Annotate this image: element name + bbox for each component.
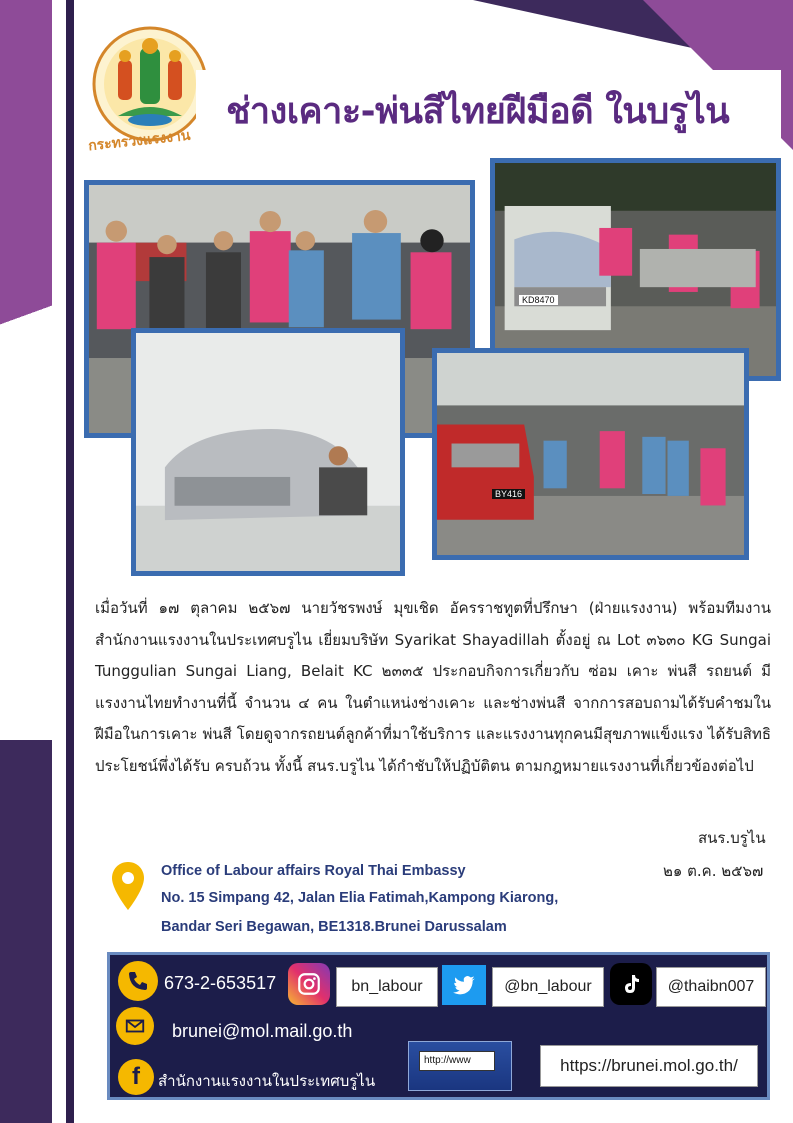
location-pin-icon [110,860,146,912]
workshop-truck-photo [432,348,749,560]
license-plate: KD8470 [519,295,558,305]
phone-icon [118,961,158,1001]
facebook-icon: f [118,1059,154,1095]
tiktok-handle[interactable]: @thaibn007 [656,967,766,1007]
left-vertical-stripe [66,0,74,1123]
contact-box [107,952,770,1100]
www-badge-text: http://www [419,1051,495,1071]
article-body: เมื่อวันที่ ๑๗ ตุลาคม ๒๕๖๗ นายวัชรพงษ์ มุขเชิด อัครราชทูตที่ปรึกษา (ฝ่ายแรงงาน) พร้อมทีมงาน สำนักงานแรงงานในประเทศบรูไน เยี่ยมบริษัท Syarikat Shayadillah ตั้งอยู่ ณ Lot ๓๖๓๐ KG Sungai Tunggulian Sungai Liang, Belait KC ๒๓๓๕ ประกอบกิจการเกี่ยวกับ ซ่อม เคาะ พ่นสี รถยนต์ มีแรงงานไทยทำงานที่นี้ จำนวน ๔ คน ในตำแหน่งช่างเคาะ และช่างพ่นสี จากการสอบถามได้รับคำชมในฝีมือในการเคาะ พ่นสี โดยดูจากรถยนต์ลูกค้าที่มาใช้บริการ และแรงงานทุกคนมีสุขภาพแข็งแรง ได้รับสิทธิประโยชน์พึ่งได้รับ ครบถ้วน ทั้งนี้ สนร.บรูไน ได้กำชับให้ปฏิบัติตน ตามกฎหมายแรงงานที่เกี่ยวข้องต่อไป [95,599,771,775]
twitter-handle[interactable]: @bn_labour [492,967,604,1007]
page-title: ช่างเคาะ-พ่นสีไทยฝีมือดี ในบรูไน [226,91,730,132]
address-line-3: Bandar Seri Begawan, BE1318.Brunei Darussalam [161,919,507,935]
tiktok-icon[interactable] [610,963,652,1005]
license-plate: BY416 [492,489,525,499]
email-address[interactable]: brunei@mol.mail.go.th [172,1021,353,1041]
signature: สนร.บรูไน [698,829,766,847]
instagram-icon[interactable] [288,963,330,1005]
left-purple-band [0,0,52,300]
phone-number[interactable]: 673-2-653517 [164,973,277,993]
website-url[interactable]: https://brunei.mol.go.th/ [540,1045,758,1087]
address-line-1: Office of Labour affairs Royal Thai Embassy [161,863,466,879]
band-corner [0,300,52,330]
date: ๒๑ ต.ค. ๒๕๖๗ [663,862,764,880]
logo-caption: กระทรวงแรงงาน [87,127,192,155]
paint-booth-photo [131,328,405,576]
facebook-page[interactable]: สำนักงานแรงงานในประเทศบรูไน [158,1072,376,1090]
www-icon [408,1041,512,1091]
email-icon [116,1007,154,1045]
left-dark-band [0,740,52,1123]
twitter-icon[interactable] [442,965,486,1005]
address-line-2: No. 15 Simpang 42, Jalan Elia Fatimah,Kampong Kiarong, [161,890,559,906]
instagram-handle[interactable]: bn_labour [336,967,438,1007]
